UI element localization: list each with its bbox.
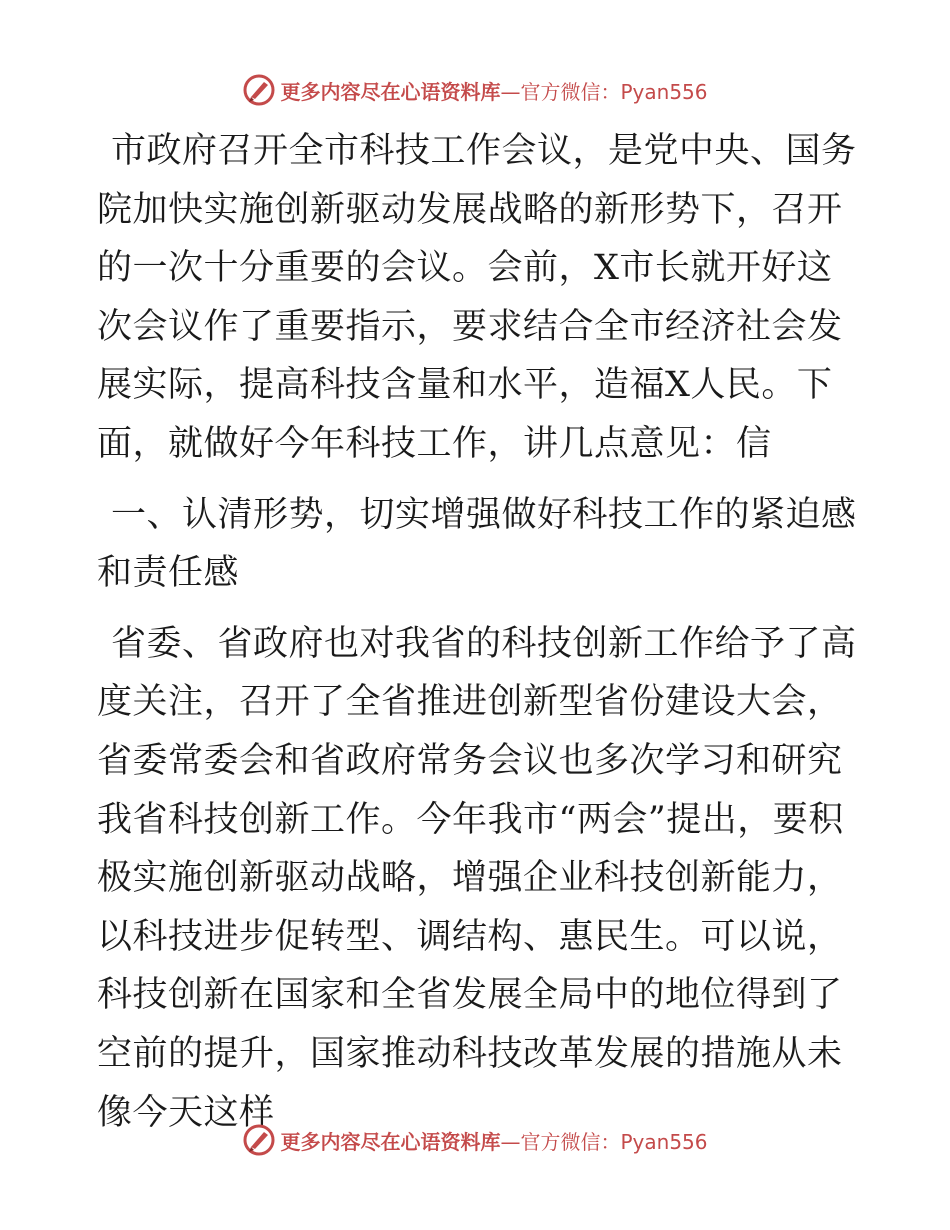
watermark-text xyxy=(280,1126,707,1155)
watermark-text xyxy=(280,76,707,105)
document-body xyxy=(97,122,857,1142)
watermark-separator: — xyxy=(500,1129,521,1154)
section-heading-1: 一、认清形势，切实增强做好科技工作的紧迫感和责任感 xyxy=(97,494,857,594)
header-watermark-banner xyxy=(0,70,950,110)
quill-logo-icon xyxy=(242,73,276,107)
watermark-separator: — xyxy=(500,79,521,104)
watermark-account-label: 官方微信： xyxy=(520,79,621,104)
watermark-account-label: 官方微信： xyxy=(520,1129,621,1154)
paragraph-provincial: 省委、省政府也对我省的科技创新工作给予了高度关注，召开了全省推进创新型省份建设大会，省委常委会和省政府常务会议也多次学习和研究我省科技创新工作。今年我市“两会”提出，要积极实施创新驱动战略，增强企业科技创新能力，以科技进步促转型、调结构、惠民生。可以说，科技创新在国家和全省发展全局中的地位得到了空前的提升，国家推动科技改革发展的措施从未像今天这样 xyxy=(97,623,857,1133)
watermark-title: 更多内容尽在心语资料库 xyxy=(280,1129,501,1154)
paragraph-intro: 市政府召开全市科技工作会议，是党中央、国务院加快实施创新驱动发展战略的新形势下，召开的一次十分重要的会议。会前，X市长就开好这次会议作了重要指示，要求结合全市经济社会发展实际，提高科技含量和水平，造福X人民。下面，就做好今年科技工作，讲几点意见：信 xyxy=(97,131,857,464)
watermark-account-id: Pyan556 xyxy=(620,79,708,104)
quill-logo-icon xyxy=(242,1123,276,1157)
watermark-account-id: Pyan556 xyxy=(620,1129,708,1154)
footer-watermark-banner xyxy=(0,1120,950,1160)
watermark-title: 更多内容尽在心语资料库 xyxy=(280,79,501,104)
